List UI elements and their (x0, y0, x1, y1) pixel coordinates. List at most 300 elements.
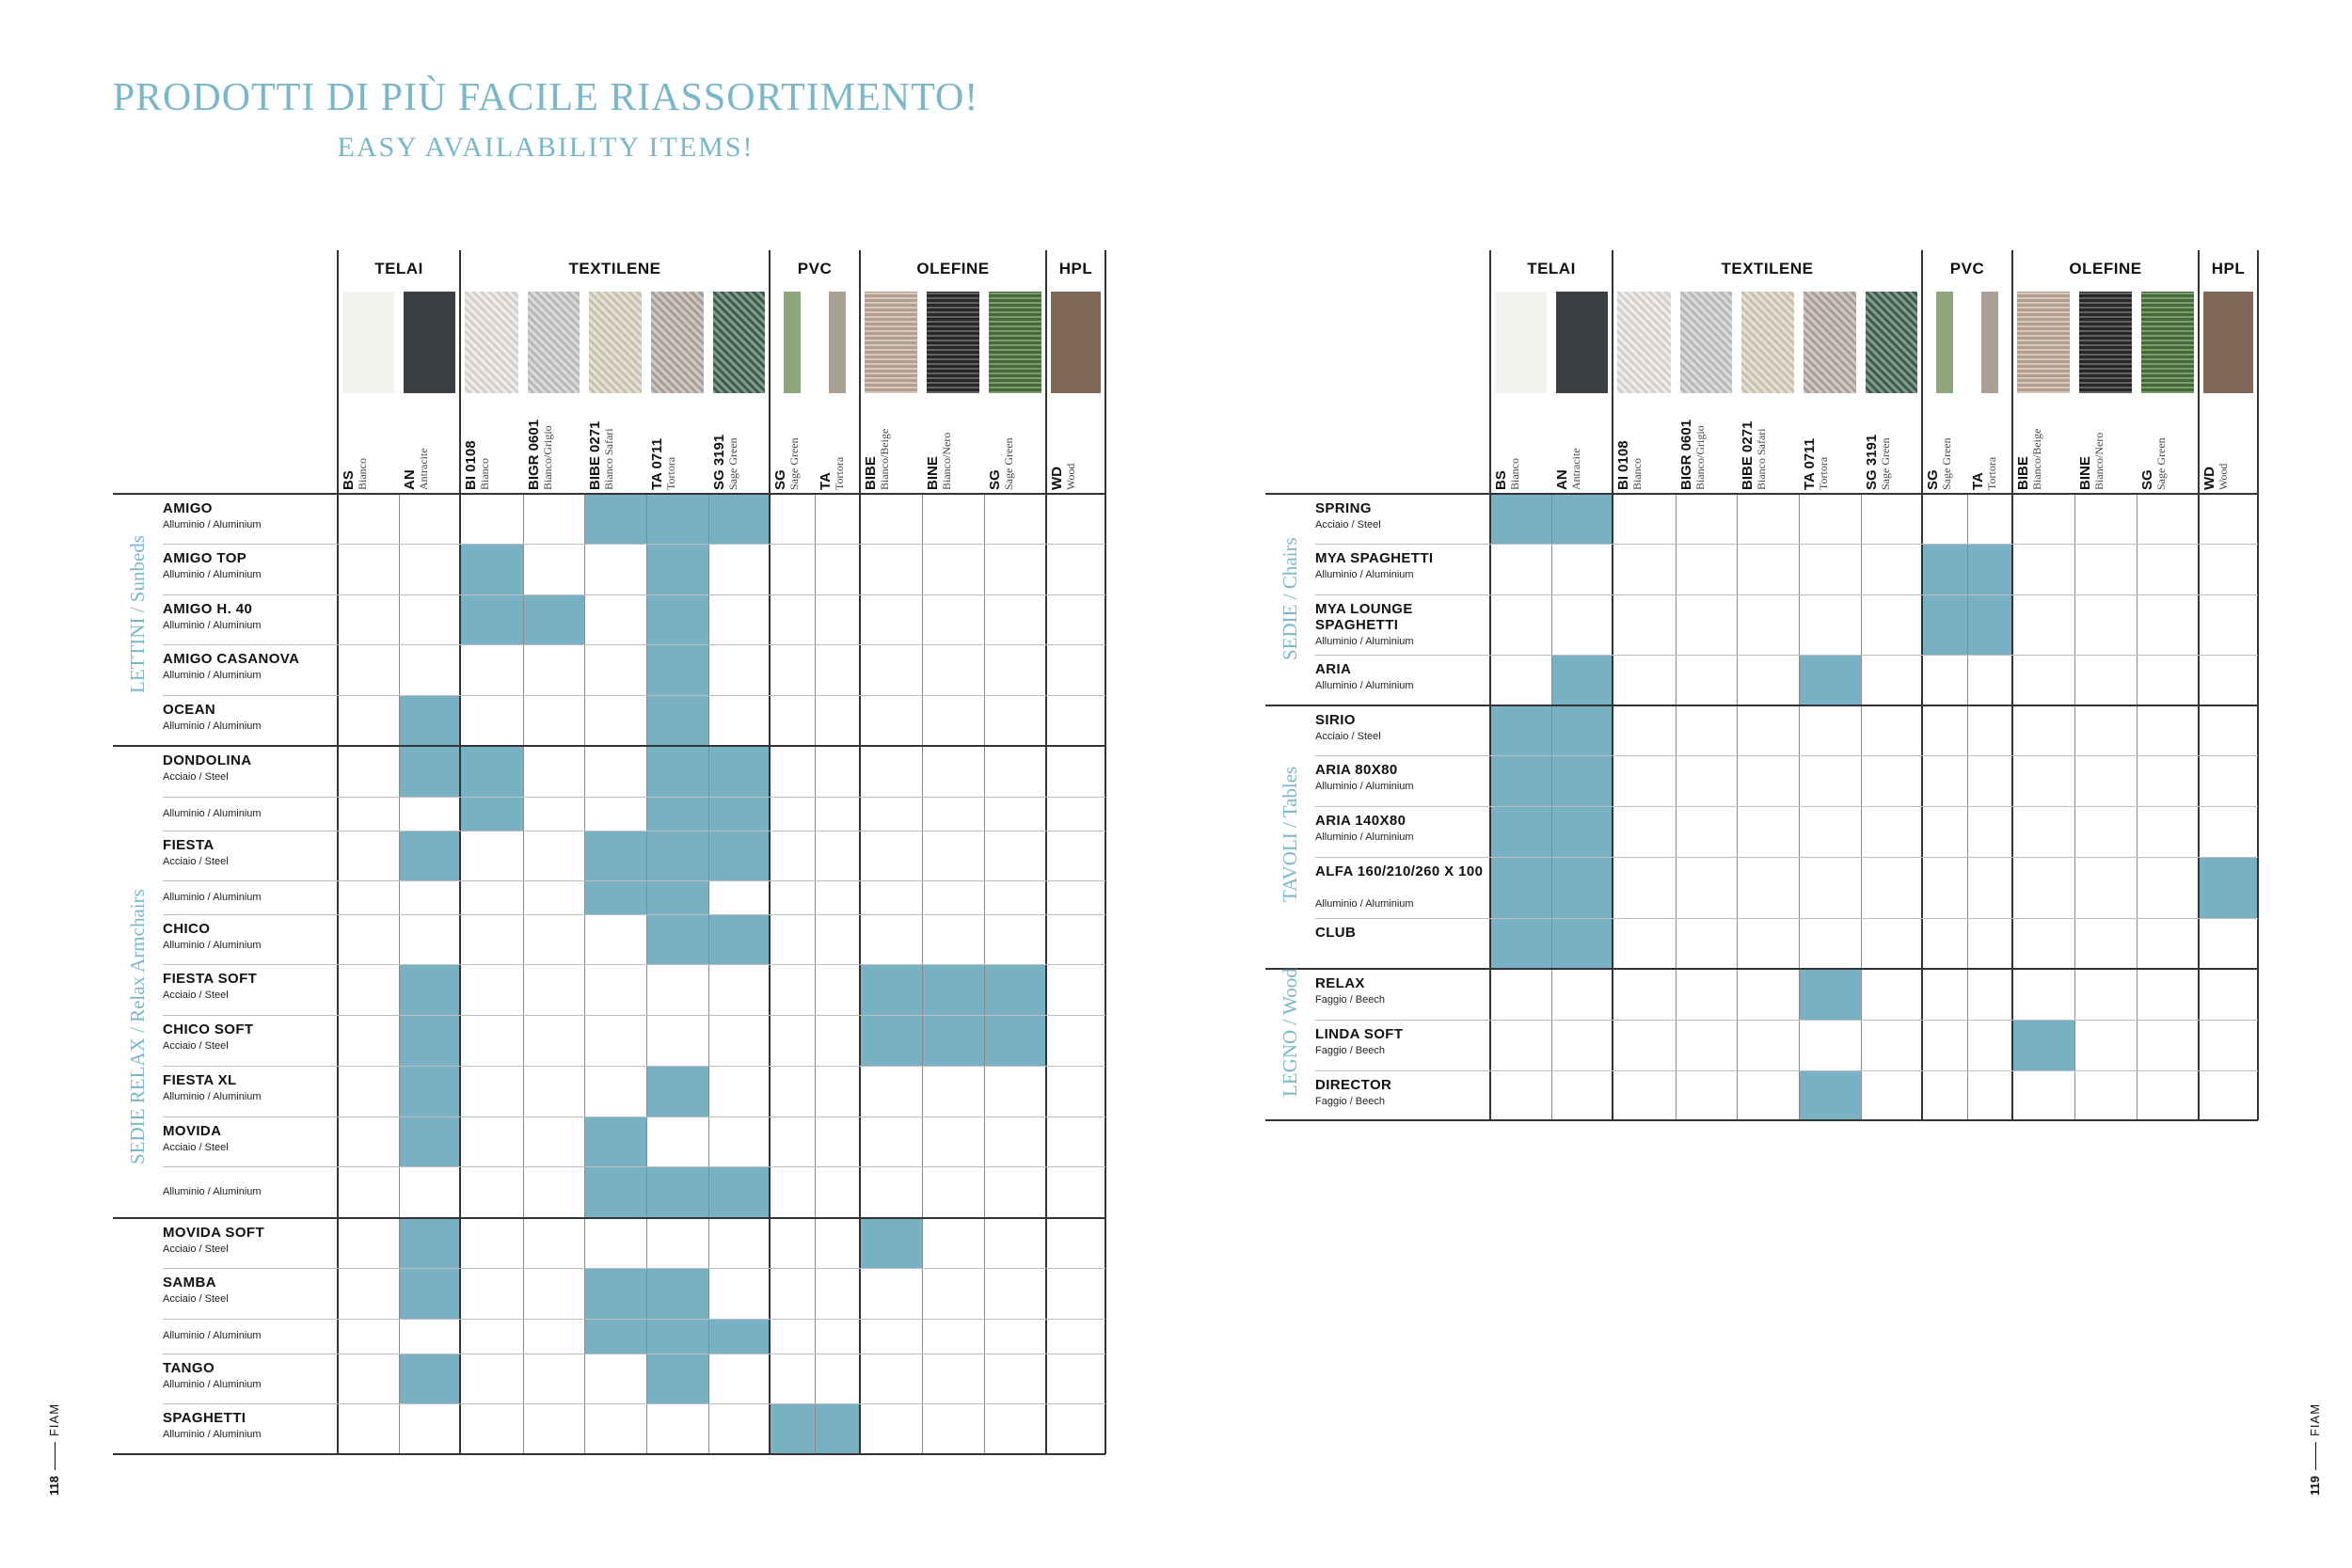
column-divider (984, 494, 985, 1454)
product-material: Alluminio / Aluminium (163, 1091, 262, 1102)
folio-left (47, 1403, 61, 1496)
column-header-label (1616, 440, 1643, 490)
material-swatch (1556, 292, 1608, 393)
column-header-label (773, 437, 800, 490)
product-name: CLUB (1315, 925, 1357, 941)
material-swatch (1936, 292, 1953, 393)
column-group-caption: TEXTILENE (568, 260, 661, 277)
product-material: Alluminio / Aluminium (163, 940, 262, 951)
column-color-name: Bianco (1629, 458, 1644, 490)
column-divider (1737, 494, 1738, 1120)
row-divider (163, 594, 1105, 595)
column-color-name: Bianco (1507, 458, 1521, 490)
group-divider (2011, 250, 2013, 1120)
availability-cell-filled (399, 746, 460, 797)
availability-cell-filled (860, 1218, 922, 1268)
product-material: Alluminio / Aluminium (163, 807, 262, 819)
section-label: SEDIE / Chairs (1279, 537, 1301, 660)
product-material: Alluminio / Aluminium (1315, 636, 1414, 647)
column-group-caption: TEXTILENE (1721, 260, 1814, 277)
column-code: TA 0711 (649, 437, 665, 490)
row-divider (163, 644, 1105, 645)
row-divider (163, 695, 1105, 696)
column-code: BIGR 0601 (1678, 419, 1694, 490)
material-swatch (829, 292, 846, 393)
availability-cell-filled (646, 797, 708, 831)
availability-cell-filled (646, 544, 708, 594)
column-color-name: Tortora (832, 456, 846, 490)
material-swatch (1495, 292, 1547, 393)
section-label: SEDIE RELAX / Relax Armchairs (126, 889, 149, 1164)
material-swatch (713, 292, 765, 393)
product-name: AMIGO CASANOVA (163, 651, 300, 667)
column-code: BIBE (2015, 456, 2031, 490)
row-divider (1315, 857, 2258, 858)
column-code: TA (1970, 472, 1986, 490)
availability-cell-filled (646, 1354, 708, 1403)
product-material: Alluminio / Aluminium (163, 519, 262, 531)
availability-cell-filled (646, 594, 708, 644)
column-color-name: Wood (2216, 463, 2230, 490)
product-material: Alluminio / Aluminium (1315, 781, 1414, 792)
column-header-label (1865, 435, 1891, 490)
group-divider (337, 250, 339, 1454)
product-material: Alluminio / Aluminium (1315, 898, 1414, 910)
column-color-name: Sage Green (2153, 437, 2168, 490)
column-divider (2074, 494, 2075, 1120)
availability-cell-filled (460, 594, 523, 644)
section-divider (1265, 1119, 2258, 1121)
material-swatch (1051, 292, 1101, 393)
availability-cell-filled (708, 746, 770, 797)
availability-cell-filled (1967, 544, 2012, 594)
product-material: Acciaio / Steel (163, 1293, 229, 1305)
material-swatch (784, 292, 801, 393)
row-divider (1315, 1020, 2258, 1021)
material-swatch (2079, 292, 2132, 393)
product-material: Faggio / Beech (1315, 1096, 1385, 1107)
row-divider (163, 1268, 1105, 1269)
column-header-label (2140, 437, 2167, 490)
product-name: DONDOLINA (163, 752, 252, 768)
column-color-name: Bianco/Nero (2091, 432, 2106, 490)
column-header-label (988, 437, 1014, 490)
availability-cell-filled (1799, 1070, 1861, 1120)
availability-cell-filled (1967, 594, 2012, 655)
availability-cell-filled (460, 797, 523, 831)
column-color-name: Tortora (1816, 456, 1830, 490)
availability-cell-filled (646, 1166, 708, 1218)
row-divider (163, 1319, 1105, 1320)
availability-cell-filled (708, 914, 770, 964)
column-group-caption: HPL (1058, 260, 1093, 277)
availability-cell-filled (1490, 857, 1551, 918)
availability-cell-filled (646, 880, 708, 914)
column-code: AN (402, 469, 418, 490)
material-swatch (1866, 292, 1917, 393)
availability-cell-filled (646, 1268, 708, 1319)
column-divider (1861, 494, 1862, 1120)
page-title: PRODOTTI DI PIÙ FACILE RIASSORTIMENTO! (112, 76, 979, 119)
availability-cell-filled (399, 1117, 460, 1166)
availability-cell-filled (1490, 494, 1551, 544)
material-swatch (989, 292, 1041, 393)
product-material: Alluminio / Aluminium (163, 1429, 262, 1440)
column-divider (922, 494, 923, 1454)
column-divider (646, 494, 647, 1454)
product-material: Alluminio / Aluminium (163, 721, 262, 732)
availability-cell-filled (708, 1319, 770, 1354)
group-divider (1045, 250, 1047, 1454)
column-divider (584, 494, 585, 1454)
column-divider (1799, 494, 1800, 1120)
product-material: Alluminio / Aluminium (163, 1186, 262, 1197)
group-divider (1104, 250, 1106, 1454)
column-color-name: Bianco Safari (1754, 428, 1768, 490)
row-divider (1315, 544, 2258, 545)
material-swatch (2141, 292, 2194, 393)
column-header-label (1050, 464, 1076, 490)
material-swatch (1680, 292, 1732, 393)
column-header-label (650, 438, 676, 490)
product-name: FIESTA SOFT (163, 971, 258, 987)
column-group-caption: PVC (797, 260, 833, 277)
material-swatch (342, 292, 394, 393)
group-divider (2257, 250, 2259, 1120)
column-header-label (926, 433, 952, 490)
column-divider (1676, 494, 1677, 1120)
column-header-label (2202, 464, 2229, 490)
availability-cell-filled (1551, 806, 1613, 857)
folio-rule (2315, 1442, 2316, 1470)
material-swatch (651, 292, 704, 393)
availability-cell-filled (2012, 1020, 2074, 1070)
column-code: SG (772, 469, 788, 490)
row-divider (1315, 918, 2258, 919)
product-name: CHICO SOFT (163, 1022, 254, 1037)
row-divider (163, 880, 1105, 881)
availability-cell-filled (708, 1166, 770, 1218)
availability-cell-filled (460, 544, 523, 594)
availability-cell-filled (646, 1319, 708, 1354)
availability-cell-filled (922, 1015, 984, 1066)
availability-cell-filled (460, 746, 523, 797)
section-label: LETTINI / Sunbeds (126, 535, 149, 694)
product-material: Faggio / Beech (1315, 1045, 1385, 1056)
material-swatch (404, 292, 455, 393)
column-header-label (1803, 438, 1829, 490)
column-color-name: Sage Green (1939, 437, 1953, 490)
group-divider (769, 250, 771, 1454)
column-color-name: Bianco/Grigio (1692, 425, 1707, 490)
column-group-caption: PVC (1949, 260, 1985, 277)
availability-cell-filled (1490, 918, 1551, 969)
product-name: CHICO (163, 921, 211, 937)
column-color-name: Tortora (663, 456, 677, 490)
row-divider (163, 831, 1105, 832)
column-color-name: Sage Green (1001, 437, 1015, 490)
section-divider (1265, 705, 2258, 706)
group-divider (459, 250, 461, 1454)
row-divider (1315, 655, 2258, 656)
row-divider (1315, 594, 2258, 595)
column-divider (708, 494, 709, 1454)
availability-cell-filled (646, 1066, 708, 1117)
section-divider (113, 493, 1105, 495)
product-name: FIESTA XL (163, 1072, 237, 1088)
availability-cell-filled (1551, 494, 1613, 544)
product-name: MOVIDA (163, 1123, 222, 1139)
group-divider (1612, 250, 1613, 1120)
availability-cell-filled (399, 964, 460, 1015)
column-header-label (1971, 457, 1997, 490)
product-material: Acciaio / Steel (163, 1243, 229, 1255)
availability-cell-filled (860, 1015, 922, 1066)
availability-cell-filled (1922, 544, 1967, 594)
column-group-caption: TELAI (1527, 260, 1576, 277)
product-name: ARIA 80X80 (1315, 762, 1398, 778)
row-divider (1315, 1070, 2258, 1071)
availability-cell-filled (984, 964, 1046, 1015)
page-subtitle: EASY AVAILABILITY ITEMS! (337, 132, 755, 163)
availability-cell-filled (1922, 594, 1967, 655)
material-swatch (2017, 292, 2070, 393)
column-header-label (527, 420, 553, 490)
product-name: ARIA 140X80 (1315, 813, 1406, 829)
column-color-name: Wood (1063, 463, 1077, 490)
availability-cell-filled (399, 1218, 460, 1268)
column-divider (1551, 494, 1552, 1120)
availability-cell-filled (646, 746, 708, 797)
product-material: Acciaio / Steel (163, 856, 229, 867)
material-swatch (528, 292, 580, 393)
column-header-label (588, 421, 614, 490)
availability-cell-filled (399, 695, 460, 746)
row-divider (1315, 806, 2258, 807)
product-name: RELAX (1315, 975, 1365, 991)
product-name: MOVIDA SOFT (163, 1225, 265, 1241)
group-divider (2198, 250, 2200, 1120)
column-group-caption: HPL (2211, 260, 2246, 277)
column-header-label (1679, 420, 1706, 490)
availability-cell-filled (1551, 655, 1613, 705)
section-divider (113, 1453, 1105, 1455)
brand-name: FIAM (47, 1402, 61, 1437)
availability-cell-filled (1490, 755, 1551, 806)
column-code: BIGR 0601 (526, 419, 542, 490)
product-name: TANGO (163, 1360, 215, 1376)
availability-cell-filled (770, 1403, 815, 1454)
product-material: Faggio / Beech (1315, 994, 1385, 1006)
column-code: SG 3191 (1864, 434, 1880, 490)
column-group-caption: TELAI (374, 260, 423, 277)
product-name: AMIGO TOP (163, 550, 247, 566)
product-material: Acciaio / Steel (1315, 731, 1381, 742)
product-material: Acciaio / Steel (163, 1142, 229, 1153)
column-code: BINE (2077, 456, 2093, 490)
product-name: AMIGO H. 40 (163, 601, 253, 617)
column-color-name: Sage Green (1878, 437, 1892, 490)
section-label: LEGNO / Wood (1279, 967, 1301, 1097)
column-color-name: Bianco/Beige (877, 428, 891, 490)
folio-right (2308, 1403, 2322, 1496)
row-divider (163, 914, 1105, 915)
product-name: AMIGO (163, 500, 213, 516)
availability-cell-filled (1490, 705, 1551, 755)
product-name: LINDA SOFT (1315, 1026, 1404, 1042)
product-material: Alluminio / Aluminium (1315, 832, 1414, 843)
column-code: WD (2201, 467, 2217, 490)
column-header-label (2016, 429, 2042, 490)
availability-cell-filled (584, 494, 646, 544)
availability-cell-filled (708, 831, 770, 880)
group-divider (859, 250, 861, 1454)
availability-cell-filled (646, 831, 708, 880)
section-divider (1265, 493, 2258, 495)
material-swatch (589, 292, 642, 393)
product-name: SIRIO (1315, 712, 1356, 728)
availability-cell-filled (815, 1403, 860, 1454)
product-name: MYA SPAGHETTI (1315, 550, 1434, 566)
availability-cell-filled (584, 1117, 646, 1166)
availability-cell-filled (1490, 806, 1551, 857)
column-divider (523, 494, 524, 1454)
column-header-label (864, 429, 890, 490)
material-swatch (865, 292, 917, 393)
column-code: BI 0108 (1615, 440, 1631, 490)
row-divider (163, 964, 1105, 965)
section-divider (113, 1217, 1105, 1219)
column-code: AN (1554, 469, 1570, 490)
column-color-name: Bianco/Beige (2029, 428, 2043, 490)
column-header-label (2078, 433, 2105, 490)
product-material: Alluminio / Aluminium (1315, 569, 1414, 580)
product-material: Alluminio / Aluminium (1315, 680, 1414, 691)
section-divider (1265, 968, 2258, 970)
availability-cell-filled (523, 594, 584, 644)
availability-cell-filled (399, 831, 460, 880)
availability-cell-filled (584, 1268, 646, 1319)
column-header-label (403, 448, 429, 490)
product-material: Alluminio / Aluminium (163, 569, 262, 580)
availability-cell-filled (1799, 969, 1861, 1020)
product-material: Acciaio / Steel (163, 1040, 229, 1052)
column-color-name: Antracite (1568, 448, 1582, 490)
row-divider (163, 1166, 1105, 1167)
column-code: WD (1049, 467, 1065, 490)
availability-cell-filled (922, 964, 984, 1015)
availability-cell-filled (1551, 705, 1613, 755)
product-material: Alluminio / Aluminium (163, 1379, 262, 1390)
column-color-name: Bianco/Grigio (540, 425, 554, 490)
column-code: BS (341, 470, 357, 490)
group-divider (1489, 250, 1491, 1120)
product-name: ARIA (1315, 661, 1352, 677)
column-color-name: Bianco/Nero (939, 432, 953, 490)
row-divider (1315, 755, 2258, 756)
availability-cell-filled (399, 1015, 460, 1066)
column-color-name: Bianco (477, 458, 491, 490)
page-number: 119 (2308, 1476, 2322, 1496)
availability-cell-filled (646, 695, 708, 746)
material-swatch (465, 292, 518, 393)
availability-cell-filled (584, 831, 646, 880)
column-header-label (464, 440, 490, 490)
column-code: TA 0711 (1802, 437, 1818, 490)
column-color-name: Tortora (1984, 456, 1998, 490)
column-color-name: Sage Green (725, 437, 739, 490)
product-material: Acciaio / Steel (163, 990, 229, 1001)
material-swatch (1981, 292, 1998, 393)
availability-cell-filled (708, 494, 770, 544)
availability-cell-filled (1551, 857, 1613, 918)
column-code: BIBE 0271 (587, 420, 603, 490)
folio-rule (55, 1442, 56, 1470)
product-material: Acciaio / Steel (163, 771, 229, 783)
column-code: BS (1493, 470, 1509, 490)
row-divider (163, 1403, 1105, 1404)
column-header-label (712, 435, 739, 490)
column-color-name: Sage Green (787, 437, 801, 490)
material-swatch (1617, 292, 1671, 393)
column-header-label (1494, 458, 1520, 490)
column-color-name: Bianco Safari (601, 428, 615, 490)
column-code: SG (2139, 469, 2155, 490)
column-group-caption: OLEFINE (916, 260, 990, 277)
column-code: SG 3191 (711, 434, 727, 490)
product-name: ALFA 160/210/260 X 100 (1315, 863, 1484, 879)
availability-cell-filled (2199, 857, 2258, 918)
product-name: SPAGHETTI (163, 1410, 246, 1426)
product-name: SAMBA (163, 1275, 216, 1291)
availability-cell-filled (708, 797, 770, 831)
product-name: SPRING (1315, 500, 1372, 516)
group-divider (1921, 250, 1923, 1120)
availability-cell-filled (584, 1319, 646, 1354)
availability-cell-filled (399, 1268, 460, 1319)
column-code: SG (1925, 469, 1941, 490)
section-label: TAVOLI / Tables (1279, 766, 1301, 902)
page-number: 118 (47, 1476, 61, 1496)
material-swatch (1741, 292, 1794, 393)
product-material: Alluminio / Aluminium (163, 891, 262, 903)
availability-cell-filled (399, 1066, 460, 1117)
column-header-label (1926, 437, 1952, 490)
availability-cell-filled (860, 964, 922, 1015)
column-divider (815, 494, 816, 1454)
column-header-label (1740, 421, 1767, 490)
column-code: BIBE 0271 (1740, 420, 1756, 490)
product-material: Alluminio / Aluminium (163, 670, 262, 681)
product-material: Alluminio / Aluminium (163, 1330, 262, 1341)
material-swatch (927, 292, 979, 393)
column-header-label (818, 457, 845, 490)
column-group-caption: OLEFINE (2069, 260, 2142, 277)
material-swatch (2203, 292, 2253, 393)
brand-name: FIAM (2308, 1402, 2322, 1437)
product-name: OCEAN (163, 702, 216, 718)
column-color-name: Bianco (355, 458, 369, 490)
availability-cell-filled (1551, 918, 1613, 969)
row-divider (163, 1015, 1105, 1016)
row-divider (163, 797, 1105, 798)
availability-cell-filled (646, 494, 708, 544)
product-name: MYA LOUNGE SPAGHETTI (1315, 601, 1413, 633)
product-material: Alluminio / Aluminium (163, 620, 262, 631)
product-material: Acciaio / Steel (1315, 519, 1381, 531)
availability-cell-filled (584, 880, 646, 914)
section-divider (113, 745, 1105, 747)
